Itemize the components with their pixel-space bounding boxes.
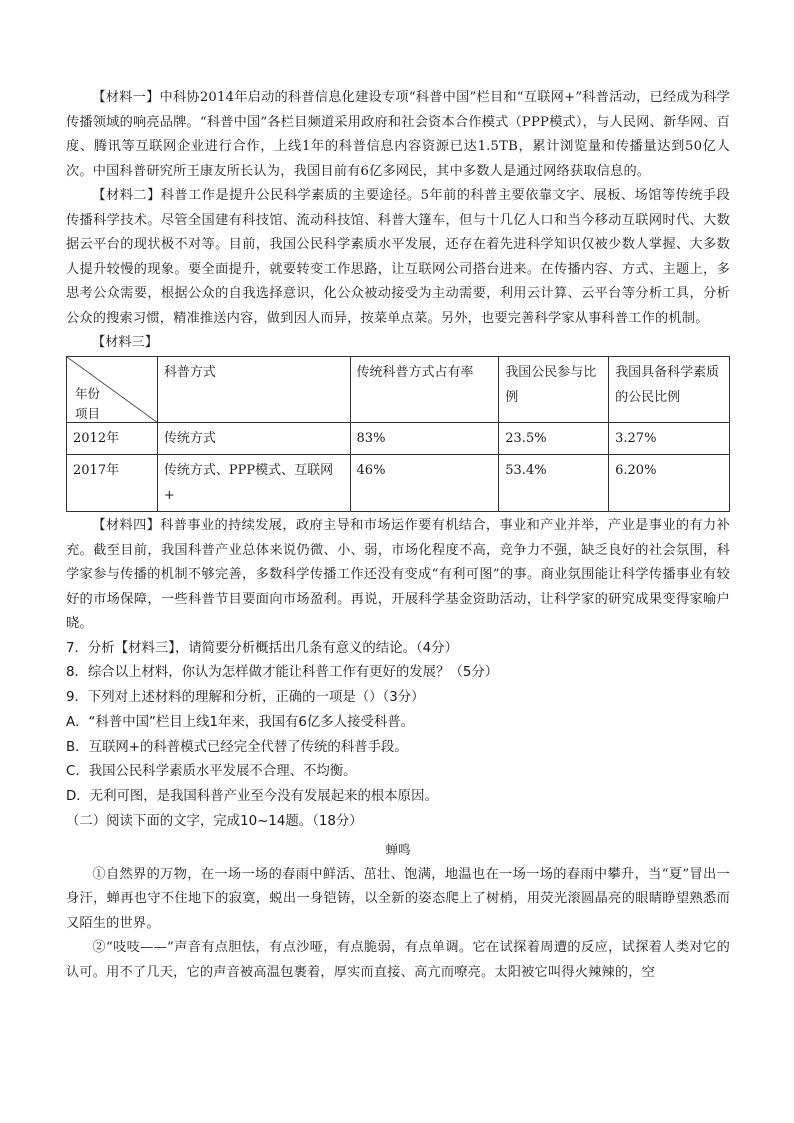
table-cell: 23.5% — [499, 423, 609, 455]
option-b: B．互联网+的科普模式已经完全代替了传统的科普手段。 — [66, 739, 408, 755]
option-c: C．我国公民科学素质水平发展不合理、不均衡。 — [66, 764, 357, 780]
question-7: 7．分析【材料三】，请简要分析概括出几条有意义的结论。（4分） — [66, 640, 458, 656]
corner-label-year: 年份 — [75, 386, 101, 401]
essay-title: 蝉鸣 — [385, 841, 411, 857]
table-cell: 53.4% — [499, 455, 609, 512]
section-two-heading: （二）阅读下面的文字，完成10~14题。（18分） — [66, 814, 363, 830]
table-cell: 传统方式 — [157, 423, 350, 455]
table-cell: 6.20% — [609, 455, 730, 512]
table-cell: 83% — [350, 423, 499, 455]
table-header-cell: 我国具备科学素质的公民比例 — [609, 357, 730, 423]
table-cell: 46% — [350, 455, 499, 512]
table-row — [67, 423, 730, 455]
table-header-row — [67, 357, 730, 423]
table-row — [67, 455, 730, 512]
table-cell: 3.27% — [609, 423, 730, 455]
table-header-cell: 科普方式 — [157, 357, 350, 423]
exam-page — [66, 86, 730, 985]
question-9: 9．下列对上述材料的理解和分析，正确的一项是（）（3分） — [66, 690, 425, 706]
question-8: 8．综合以上材料，你认为怎样做才能让科普工作有更好的发展？（5分） — [66, 665, 499, 681]
table-header-cell: 传统科普方式占有率 — [350, 357, 499, 423]
material-one: 【材料一】中科协2014年启动的科普信息化建设专项“科普中国”栏目和“互联网+”科普活动，已经成为科学传播领域的响亮品牌。“科普中国”各栏目频道采用政府和社会资本合作模式（PPP模式），与人民网、新华网、百度、腾讯等互联网企业进行合作，上线1年的科普信息内容资源已达1.5TB，累计浏览量和传播量达到50亿人次。中国科普研究所王康友所长认为，我国目前有6亿多网民，其中多数人是通过网络获取信息的。 — [66, 90, 730, 179]
essay-paragraph-1: ①自然界的万物，在一场一场的春雨中鲜活、茁壮、饱满，地温也在一场一场的春雨中攀升，当“夏”冒出一身汗，蝉再也守不住地下的寂寞，蜕出一身铠铸，以全新的姿态爬上了树梢，用荧光滚圆晶亮的眼睛睁望熟悉而又陌生的世界。 — [66, 866, 730, 931]
essay-paragraph-2: ②“吱吱——”声音有点胆怯，有点沙哑，有点脆弱，有点单调。它在试探着周遭的反应，试探着人类对它的认可。用不了几天，它的声音被高温包裹着，厚实而直接、高亢而嘹亮。太阳被它叫得火辣辣的，空 — [66, 940, 730, 980]
material-three-table — [66, 356, 730, 512]
corner-label-item: 项目 — [75, 406, 101, 421]
table-cell: 2012年 — [67, 423, 158, 455]
option-a: A．“科普中国”栏目上线1年来，我国有6亿多人接受科普。 — [66, 714, 415, 730]
option-d: D．无利可图，是我国科普产业至今没有发展起来的根本原因。 — [66, 789, 438, 805]
material-two: 【材料二】科普工作是提升公民科学素质的主要途径。5年前的科普主要依靠文字、展板、场馆等传统手段传播科学技术。尽管全国建有科技馆、流动科技馆、科普大篷车，但与十几亿人口和当今移动互联网时代、大数据云平台的现状极不对等。目前，我国公民科学素质水平发展，还存在着先进科学知识仅被少数人掌握、大多数人提升较慢的现象。要全面提升，就要转变工作思路，让互联网公司搭台进来。在传播内容、方式、主题上，多思考公众需要，根据公众的自我选择意识，化公众被动接受为主动需要，利用云计算、云平台等分析工具，分析公众的搜索习惯，精准推送内容，做到因人而异，按菜单点菜。另外，也要完善科学家从事科普工作的机制。 — [66, 188, 730, 326]
material-four: 【材料四】科普事业的持续发展，政府主导和市场运作要有机结合，事业和产业并举，产业是事业的有力补充。截至目前，我国科普产业总体来说仍微、小、弱，市场化程度不高，竞争力不强，缺乏良好的社会氛围，科学家参与传播的机制不够完善，多数科学传播工作还没有变成“有利可图”的事。商业氛围能让科学传播事业有较好的市场保障，一些科普节目要面向市场盈利。再说，开展科学基金资助活动，让科学家的研究成果变得家喻户晓。 — [66, 518, 730, 631]
table-cell: 2017年 — [67, 455, 158, 512]
table-cell: 传统方式、PPP模式、互联网+ — [157, 455, 350, 512]
table-header-cell: 我国公民参与比例 — [499, 357, 609, 423]
table-corner-cell — [67, 357, 158, 423]
material-three-label: 【材料三】 — [92, 335, 158, 350]
